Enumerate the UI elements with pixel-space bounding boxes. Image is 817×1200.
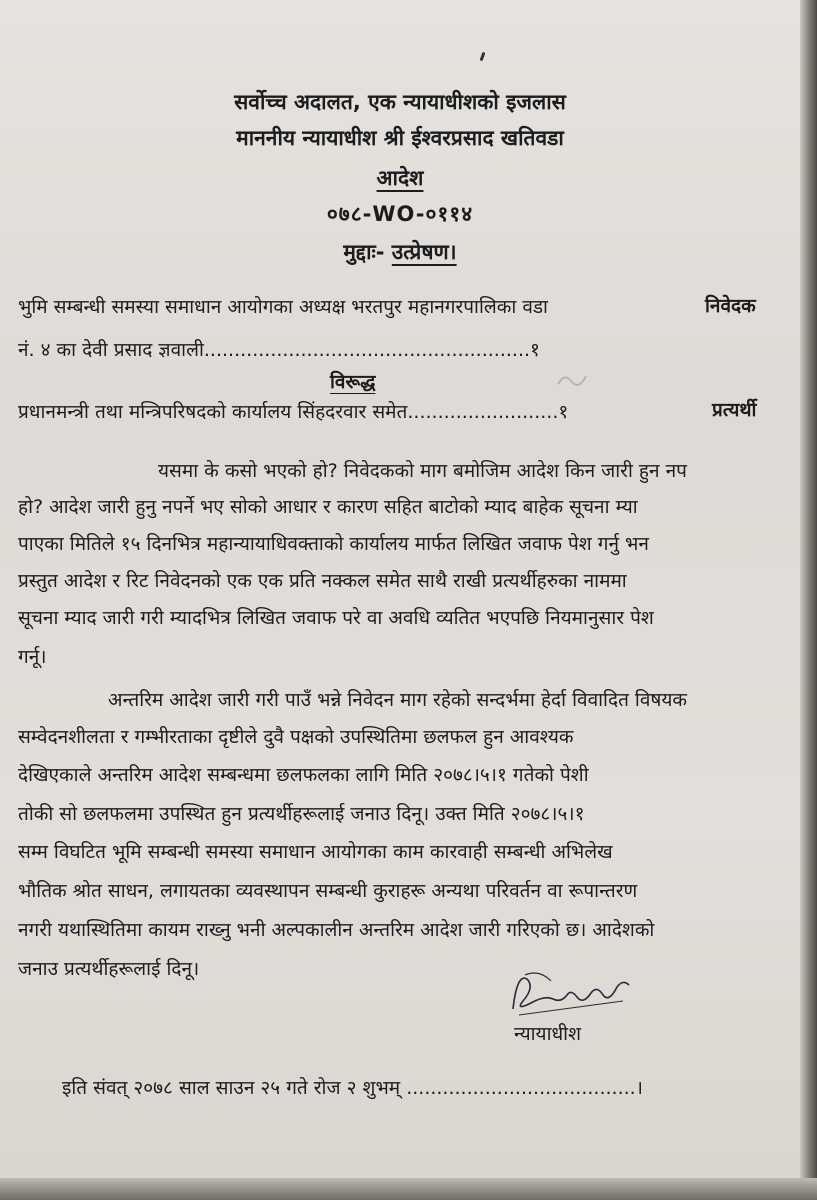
paragraph-2-line-8: जनाउ प्रत्यर्थीहरूलाई दिनू।: [18, 958, 200, 980]
paragraph-2-line-5: सम्म विघटित भूमि सम्बन्धी समस्या समाधान आयोगका काम कारवाही सम्बन्धी अभिलेख: [18, 841, 613, 863]
case-subject: [0, 238, 800, 266]
judge-name: माननीय न्यायाधीश श्री ईश्वरप्रसाद खतिवडा: [236, 126, 564, 150]
date-line: इति संवत् २०७८ साल साउन २५ गते रोज २ शुभम् ......................................।: [62, 1077, 643, 1099]
judge-signature: [505, 965, 635, 1023]
paragraph-2-line-4: तोकी सो छलफलमा उपस्थित हुन प्रत्यर्थीहरूलाई जनाउ दिनू। उक्त मिति २०७८।५।१: [18, 803, 585, 825]
paragraph-2-line-1: अन्तरिम आदेश जारी गरी पाउँ भन्ने निवेदन माग रहेको सन्दर्भमा हेर्दा विवादित विषयक: [108, 689, 688, 711]
paragraph-1-line-1: यसमा के कसो भएको हो? निवेदकको माग बमोजिम आदेश किन जारी हुन नप: [158, 460, 687, 482]
paragraph-2-line-7: नगरी यथास्थितिमा कायम राख्नु भनी अल्पकालीन अन्तरिम आदेश जारी गरिएको छ। आदेशको: [18, 919, 655, 941]
smudge-mark: [555, 370, 589, 392]
court-title: सर्वोच्च अदालत, एक न्यायाधीशको इजलास: [234, 90, 566, 114]
respondent-line: प्रधानमन्त्री तथा मन्त्रिपरिषदको कार्यालय सिंहदरवार समेत.........................१: [18, 401, 569, 423]
petitioner-line-2: नं. ४ का देवी प्रसाद ज्ञवाली......................................................१: [18, 339, 540, 361]
versus-text: विरूद्ध: [330, 371, 376, 393]
paragraph-1-line-2: हो? आदेश जारी हुनु नपर्ने भए सोको आधार र कारण सहित बाटोको म्याद बाहेक सूचना म्या: [18, 496, 638, 518]
page-bottom-shadow: [0, 1178, 817, 1200]
ink-mark: [480, 52, 486, 61]
paragraph-1-line-6: गर्नू।: [18, 646, 47, 668]
petitioner-line-1: भुमि सम्बन्धी समस्या समाधान आयोगका अध्यक्ष भरतपुर महानगरपालिका वडा: [18, 296, 548, 318]
signatory-title: न्यायाधीश: [514, 1023, 582, 1045]
versus-heading: [330, 368, 375, 394]
paragraph-1-line-5: सूचना म्याद जारी गरी म्यादभित्र लिखित जवाफ परे वा अवधि व्यतित भएपछि नियमानुसार पेश: [18, 607, 654, 629]
paragraph-2-line-2: सम्वेदनशीलता र गम्भीरताका दृष्टीले दुवै पक्षको उपस्थितिमा छलफल हुन आवश्यक: [18, 726, 574, 748]
paragraph-1-line-4: प्रस्तुत आदेश र रिट निवेदनको एक एक प्रति नक्कल समेत साथै राखी प्रत्यर्थीहरुका नाममा: [18, 570, 627, 592]
page-edge-shadow: [800, 0, 817, 1200]
paragraph-1-line-3: पाएका मितिले १५ दिनभित्र महान्यायाधिवक्ताको कार्यालय मार्फत लिखित जवाफ पेश गर्नु भन: [18, 533, 649, 555]
document-type: [0, 164, 800, 192]
case-number: ०७८-WO-०११४: [326, 202, 474, 226]
subject-value: उत्प्रेषण।: [391, 240, 457, 264]
subject-label: मुद्दाः-: [343, 240, 385, 264]
document-type-text: आदेश: [376, 166, 424, 190]
respondent-role: प्रत्यर्थी: [712, 399, 757, 421]
paragraph-2-line-6: भौतिक श्रोत साधन, लगायतका व्यवस्थापन सम्बन्धी कुराहरू अन्यथा परिवर्तन वा रूपान्तरण: [18, 880, 638, 902]
petitioner-role: निवेदक: [705, 295, 756, 317]
paragraph-2-line-3: देखिएकाले अन्तरिम आदेश सम्बन्धमा छलफलका लागि मिति २०७८।५।१ गतेको पेशी: [18, 764, 589, 786]
